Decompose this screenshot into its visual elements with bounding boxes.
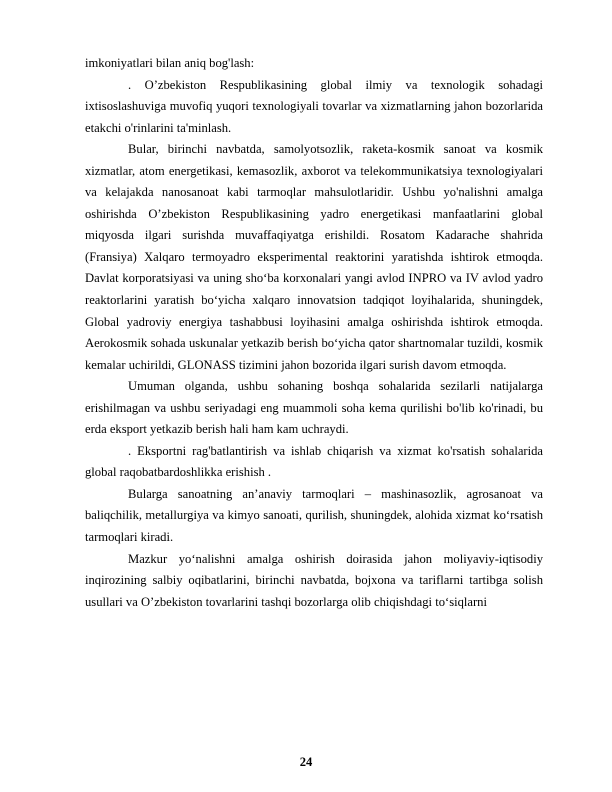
- page-body: [85, 53, 543, 613]
- paragraph-traditional-industries: Bularga sanoatning an’anaviy tarmoqlari – mashinasozlik, agrosanoat va baliqchilik, metallurgiya va kimyo sanoati, qurilish, shuningdek, alohida xizmat ko‘rsatish tarmoqlari kiradi.: [85, 486, 543, 545]
- paragraph-high-tech-goals: . O’zbekiston Respublikasining global ilmiy va texnologik sohadagi ixtisoslashuviga muvofiq yuqori texnologiyali tovarlar va xizmatlarning jahon bozorlarida etakchi o'rinlarini ta'minlash.: [85, 77, 543, 135]
- paragraph-financial-crisis: Mazkur yo‘nalishni amalga oshirish doirasida jahon moliyaviy-iqtisodiy inqirozining salbiy oqibatlarini, birinchi navbatda, bojxona va tariflarni tartibga solish usullari va O’zbekiston tovarlarini tashqi bozorlarga olib chiqishdagi to‘siqlarni: [85, 551, 543, 609]
- page-number: 24: [299, 755, 313, 769]
- paragraph-export-competitiveness: . Eksportni rag'batlantirish va ishlab chiqarish va xizmat ko'rsatish sohalarida global raqobatbardoshlikka erishish .: [85, 443, 543, 480]
- paragraph-industries-rosatom: Bular, birinchi navbatda, samolyotsozlik, raketa-kosmik sanoat va kosmik xizmatlar, atom energetikasi, kemasozlik, axborot va telekommunikatsiya texnologiyalari va kelajakda nanosanoat kabi tarmoqlar mahsulotlaridir. Ushbu yo'nalishni amalga oshirishda O’zbekiston Respublikasining yadro energetikasi manfaatlarini global miqyosda ilgari surishda muvaffaqiyatga erishildi. Rosatom Kadarache shahrida (Fransiya) Xalqaro termoyadro eksperimental reaktorini yaratishda ishtirok etmoqda. Davlat korporatsiyasi va uning sho‘ba korxonalari yangi avlod INPRO va IV avlod yadro reaktorlarini yaratish bo‘yicha xalqaro innovatsion tadqiqot loyihalarida, shuningdek, Global yadroviy energiya tashabbusi loyihasini amalga oshirishda ishtirok etmoqda. Aerokosmik sohada uskunalar yetkazib berish bo‘yicha qator shartnomalar tuzildi, kosmik kemalar uchirildi, GLONASS tizimini jahon bozorida ilgari surish davom etmoqda.: [85, 142, 543, 372]
- paragraph-shipbuilding: Umuman olganda, ushbu sohaning boshqa sohalarida sezilarli natijalarga erishilmagan va ushbu seriyadagi eng muammoli soha kema qurilishi bo'lib ko'rinadi, bu erda eksport yetkazib berish hali ham kam uchraydi.: [85, 379, 543, 437]
- paragraph-continuation: imkoniyatlari bilan aniq bog'lash:: [85, 56, 255, 70]
